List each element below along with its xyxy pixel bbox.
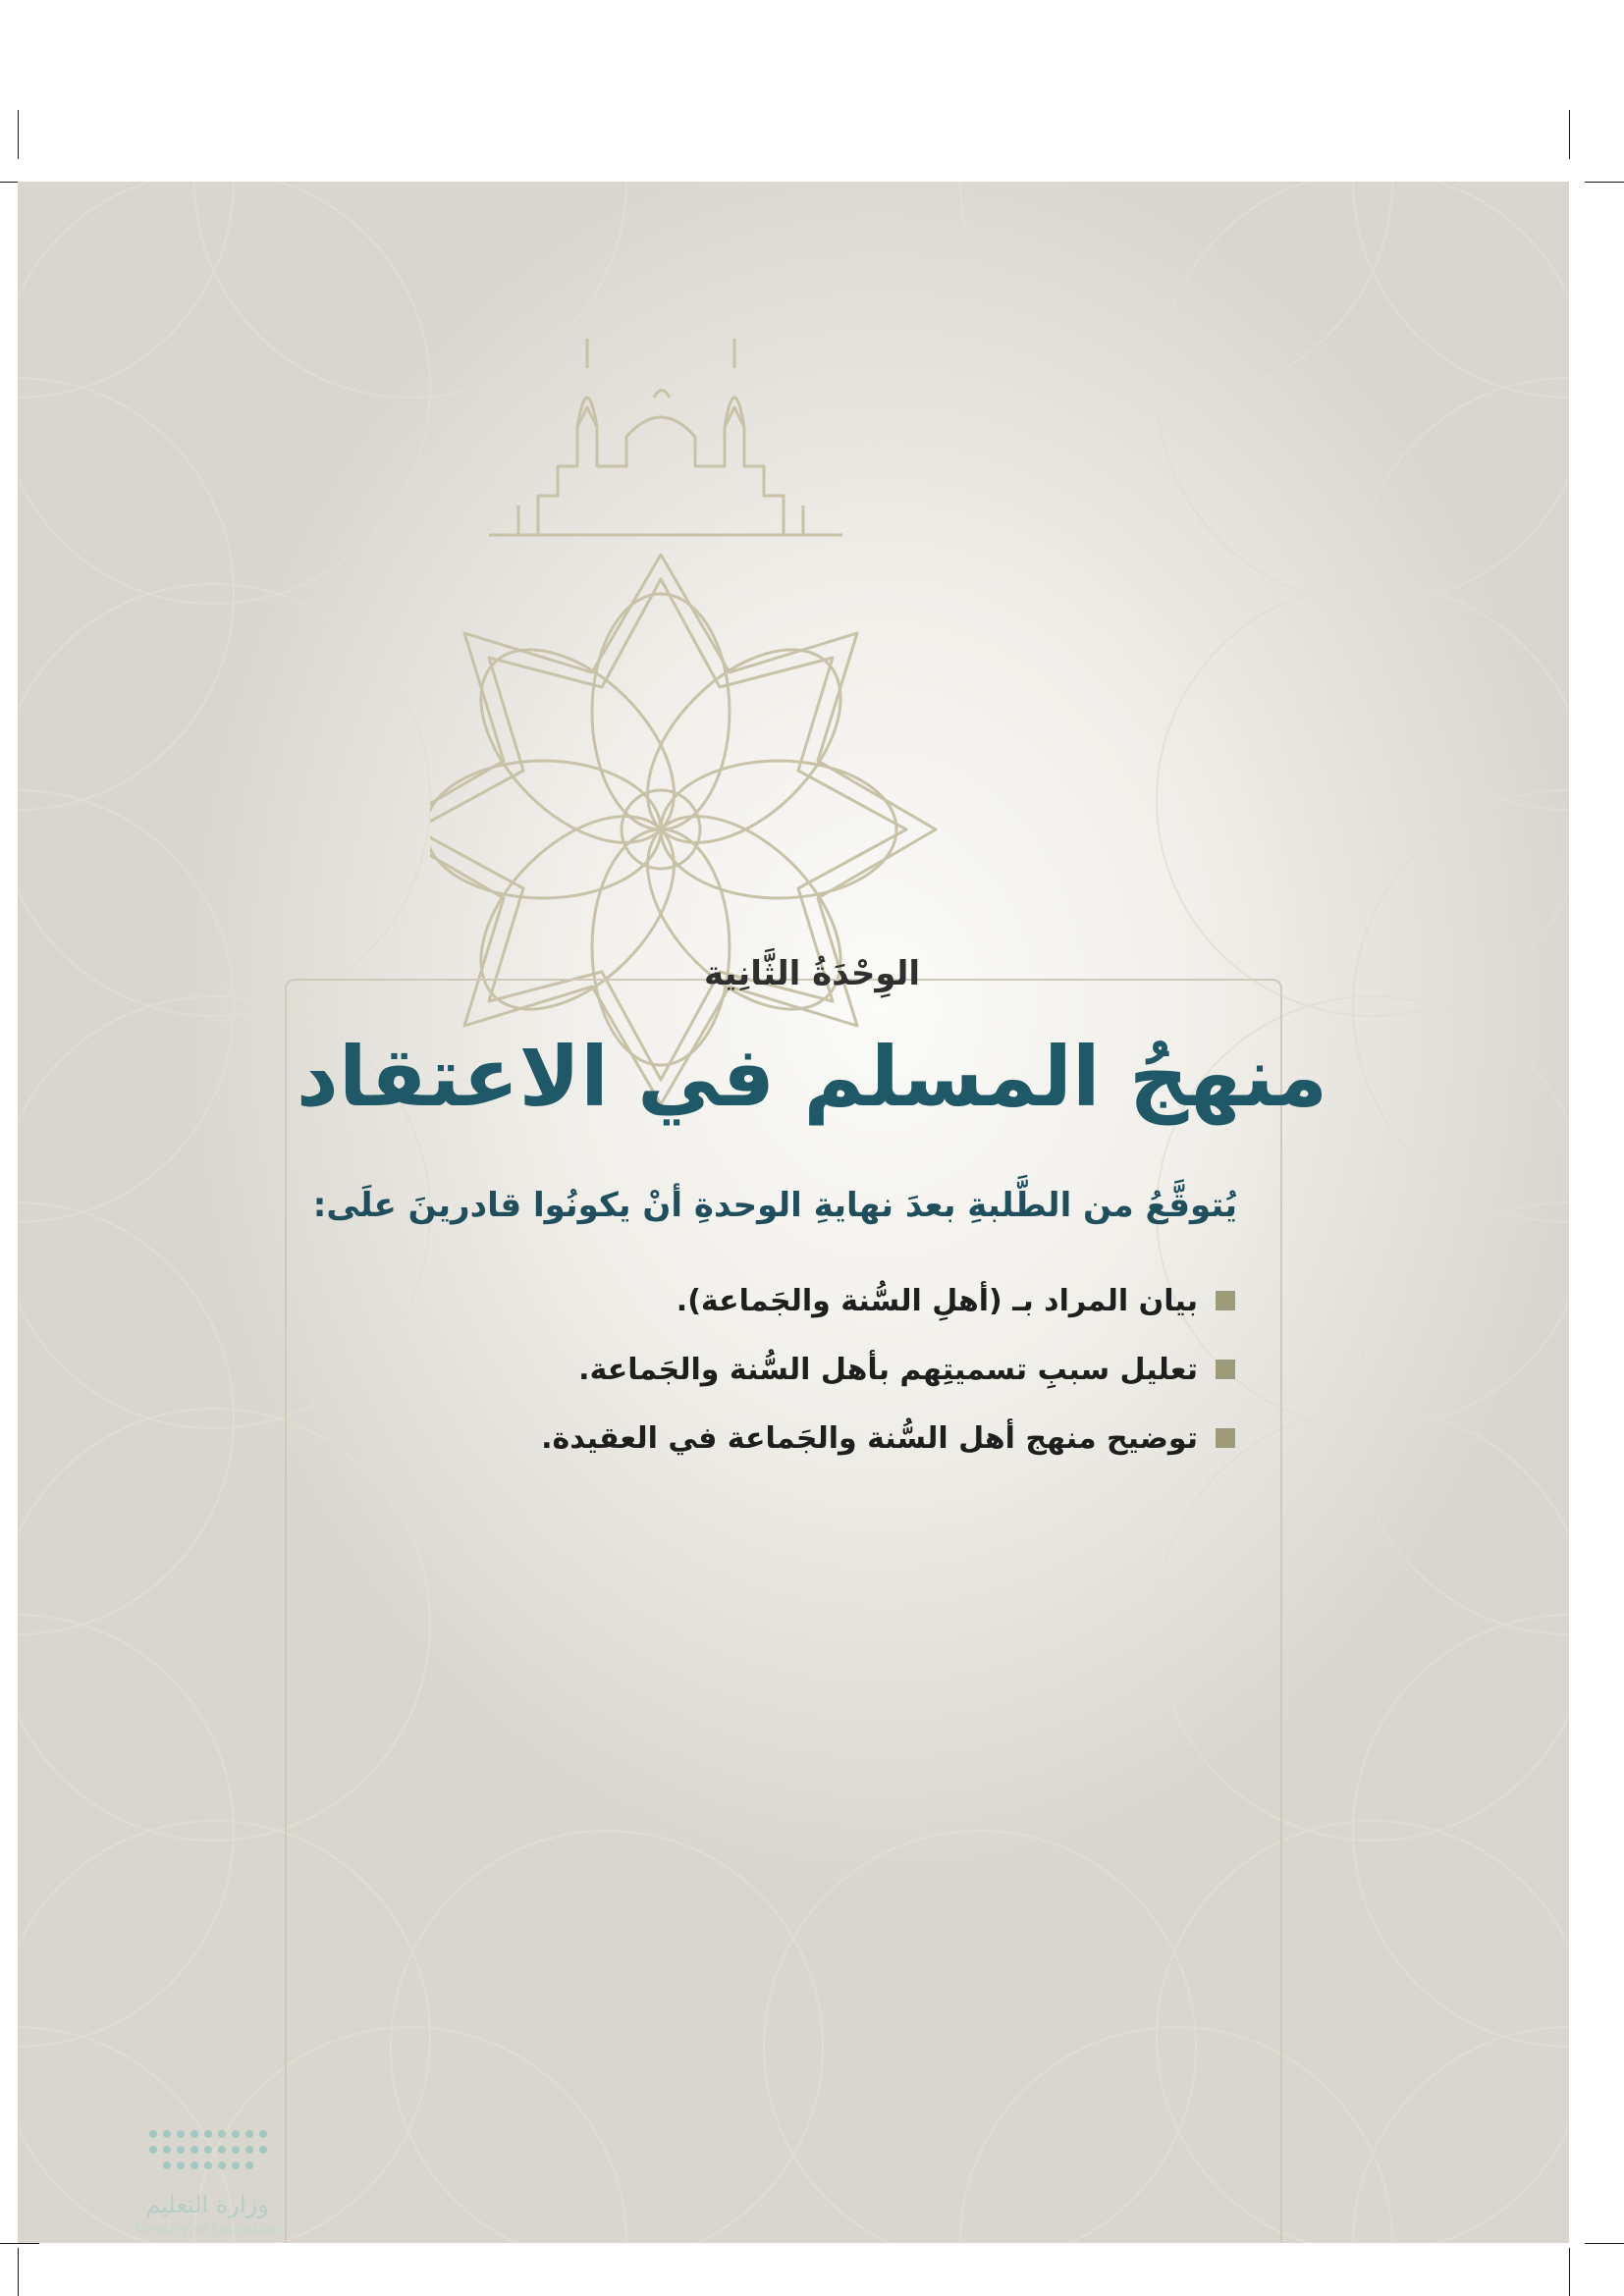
crop-mark-bottom-left-h (0, 2243, 39, 2244)
crop-mark-bottom-right-h (1585, 2243, 1624, 2244)
objective-item (295, 1266, 1235, 1335)
crop-mark-bottom-left-v (18, 2248, 19, 2296)
logo-ministry-name: وزارة التعليم (145, 2191, 269, 2218)
crop-mark-bottom-right-v (1569, 2248, 1570, 2296)
bullet-square-icon (1216, 1291, 1235, 1310)
objectives-list (295, 1266, 1235, 1472)
objectives-intro: يُتوقَّعُ من الطَّلبةِ بعدَ نهايةِ الوحدةِ أنْ يكونُوا قادرينَ علَى: (312, 1186, 1237, 1225)
unit-label: الوِحْدَةُ الثَّانِية (703, 954, 921, 993)
crop-mark-top-right-h (1585, 182, 1624, 183)
ministry-logo (94, 2120, 320, 2243)
crop-mark-top-left-v (18, 110, 19, 159)
bullet-square-icon (1216, 1360, 1235, 1379)
unit-title: منهجُ المسلم في الاعتقاد (296, 1029, 1328, 1125)
objective-text: تعليل سببِ تسميتِهم بأهل السُّنة والجَماعة. (578, 1352, 1198, 1387)
bullet-square-icon (1216, 1428, 1235, 1448)
objective-item (295, 1404, 1235, 1472)
objective-item (295, 1335, 1235, 1404)
logo-dots-mark (94, 2120, 320, 2189)
objective-text: بيان المراد بـ (أهلِ السُّنة والجَماعة). (676, 1283, 1198, 1318)
logo-ministry-sub: Ministry of Education (135, 2222, 280, 2238)
crop-mark-top-right-v (1569, 110, 1570, 159)
objective-text: توضيح منهج أهل السُّنة والجَماعة في العقيدة. (541, 1420, 1198, 1456)
content-frame (285, 979, 1282, 2243)
